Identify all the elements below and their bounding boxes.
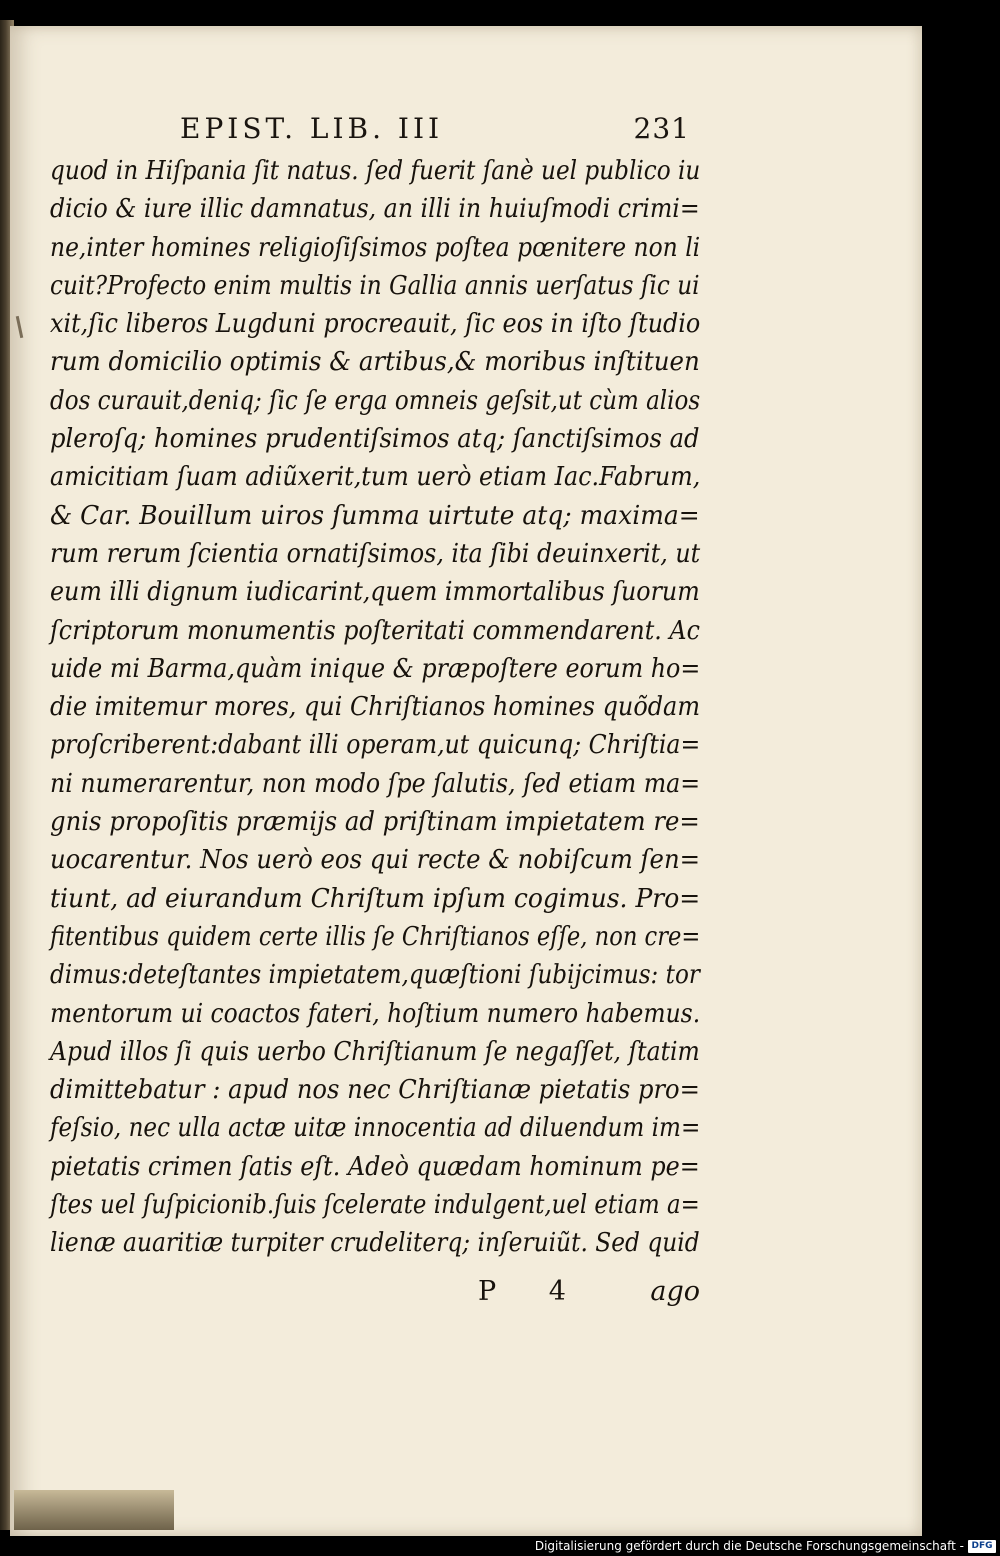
text-line: feſsio, nec ulla actæ uitæ innocentia ad diluendum im= bbox=[50, 1113, 701, 1144]
page-number: 231 bbox=[633, 112, 690, 145]
text-line: rum domicilio optimis & artibus,& moribus inſtituen bbox=[50, 347, 700, 378]
text-line: pietatis crimen ſatis eſt. Adeò quædam hominum pe= bbox=[50, 1151, 700, 1182]
body-text bbox=[50, 152, 700, 1263]
running-head-title: EPIST. LIB. III bbox=[180, 112, 444, 145]
text-line: Apud illos ſi quis uerbo Chriſtianum ſe negaſſet, ſtatim bbox=[50, 1036, 700, 1067]
text-line: mentorum ui coactos fateri, hoſtium numero habemus. bbox=[50, 998, 701, 1029]
text-line: dimittebatur : apud nos nec Chriſtianæ pietatis pro= bbox=[50, 1075, 700, 1106]
page-bottom-edge bbox=[14, 1490, 174, 1530]
digitization-credit: Digitalisierung gefördert durch die Deutsche Forschungsgemeinschaft - bbox=[534, 1539, 964, 1553]
text-line: fitentibus quidem certe illis ſe Chriſtianos eſſe, non cre= bbox=[50, 921, 701, 952]
signature-line bbox=[470, 1276, 700, 1316]
text-line: xit,ſic liberos Lugduni procreauit, ſic eos in iſto ſtudio bbox=[50, 309, 701, 340]
text-line: die imitemur mores, qui Chriſtianos homines quõdam bbox=[50, 692, 701, 723]
text-line: tiunt, ad eiurandum Chriſtum ipſum cogimus. Pro= bbox=[50, 883, 701, 914]
text-line: gnis propoſitis præmijs ad priſtinam impietatem re= bbox=[50, 807, 700, 838]
text-line: eum illi dignum iudicarint,quem immortalibus ſuorum bbox=[50, 577, 700, 608]
text-line: dicio & iure illic damnatus, an illi in huiuſmodi crimi= bbox=[50, 194, 700, 225]
text-line: proſcriberent:dabant illi operam,ut quicunq; Chriſtia= bbox=[50, 730, 701, 761]
text-line: amicitiam ſuam adiũxerit,tum uerò etiam Iac.Fabrum, bbox=[50, 462, 701, 493]
text-line: dimus:deteſtantes impietatem,quæſtioni ſubijcimus: tor bbox=[50, 960, 700, 991]
text-line: ne,inter homines religioſiſsimos poſtea pœnitere non li bbox=[50, 232, 701, 263]
signature-mark: P 4 bbox=[478, 1276, 588, 1307]
text-line: lienæ auaritiæ turpiter crudeliterq; inſeruiũt. Sed quid bbox=[50, 1228, 700, 1259]
text-line: ſtes uel ſuſpicionib.ſuis ſcelerate indulgent,uel etiam a= bbox=[50, 1190, 700, 1221]
running-head bbox=[180, 112, 690, 152]
text-line: ni numerarentur, non modo ſpe ſalutis, ſed etiam ma= bbox=[50, 768, 701, 799]
dfg-logo-icon: DFG bbox=[968, 1540, 996, 1553]
text-line: & Car. Bouillum uiros ſumma uirtute atq; maxima= bbox=[50, 500, 700, 531]
catchword: ago bbox=[650, 1276, 700, 1307]
text-line: uide mi Barma,quàm inique & præpoſtere eorum ho= bbox=[50, 653, 701, 684]
text-line: quod in Hiſpania ſit natus. ſed fuerit ſanè uel publico iu bbox=[50, 156, 701, 186]
text-line: cuit?Profecto enim multis in Gallia annis uerſatus ſic ui bbox=[50, 270, 700, 301]
text-line: rum rerum ſcientia ornatiſsimos, ita ſibi deuinxerit, ut bbox=[50, 538, 701, 569]
text-line: pleroſq; homines prudentiſsimos atq; ſanctiſsimos ad bbox=[50, 424, 700, 455]
text-line: ſcriptorum monumentis poſteritati commendarent. Ac bbox=[50, 615, 700, 646]
text-line: uocarentur. Nos uerò eos qui recte & nobiſcum ſen= bbox=[50, 845, 701, 876]
text-line: dos curauit,deniq; ſic ſe erga omneis geſsit,ut cùm alios bbox=[50, 385, 701, 416]
